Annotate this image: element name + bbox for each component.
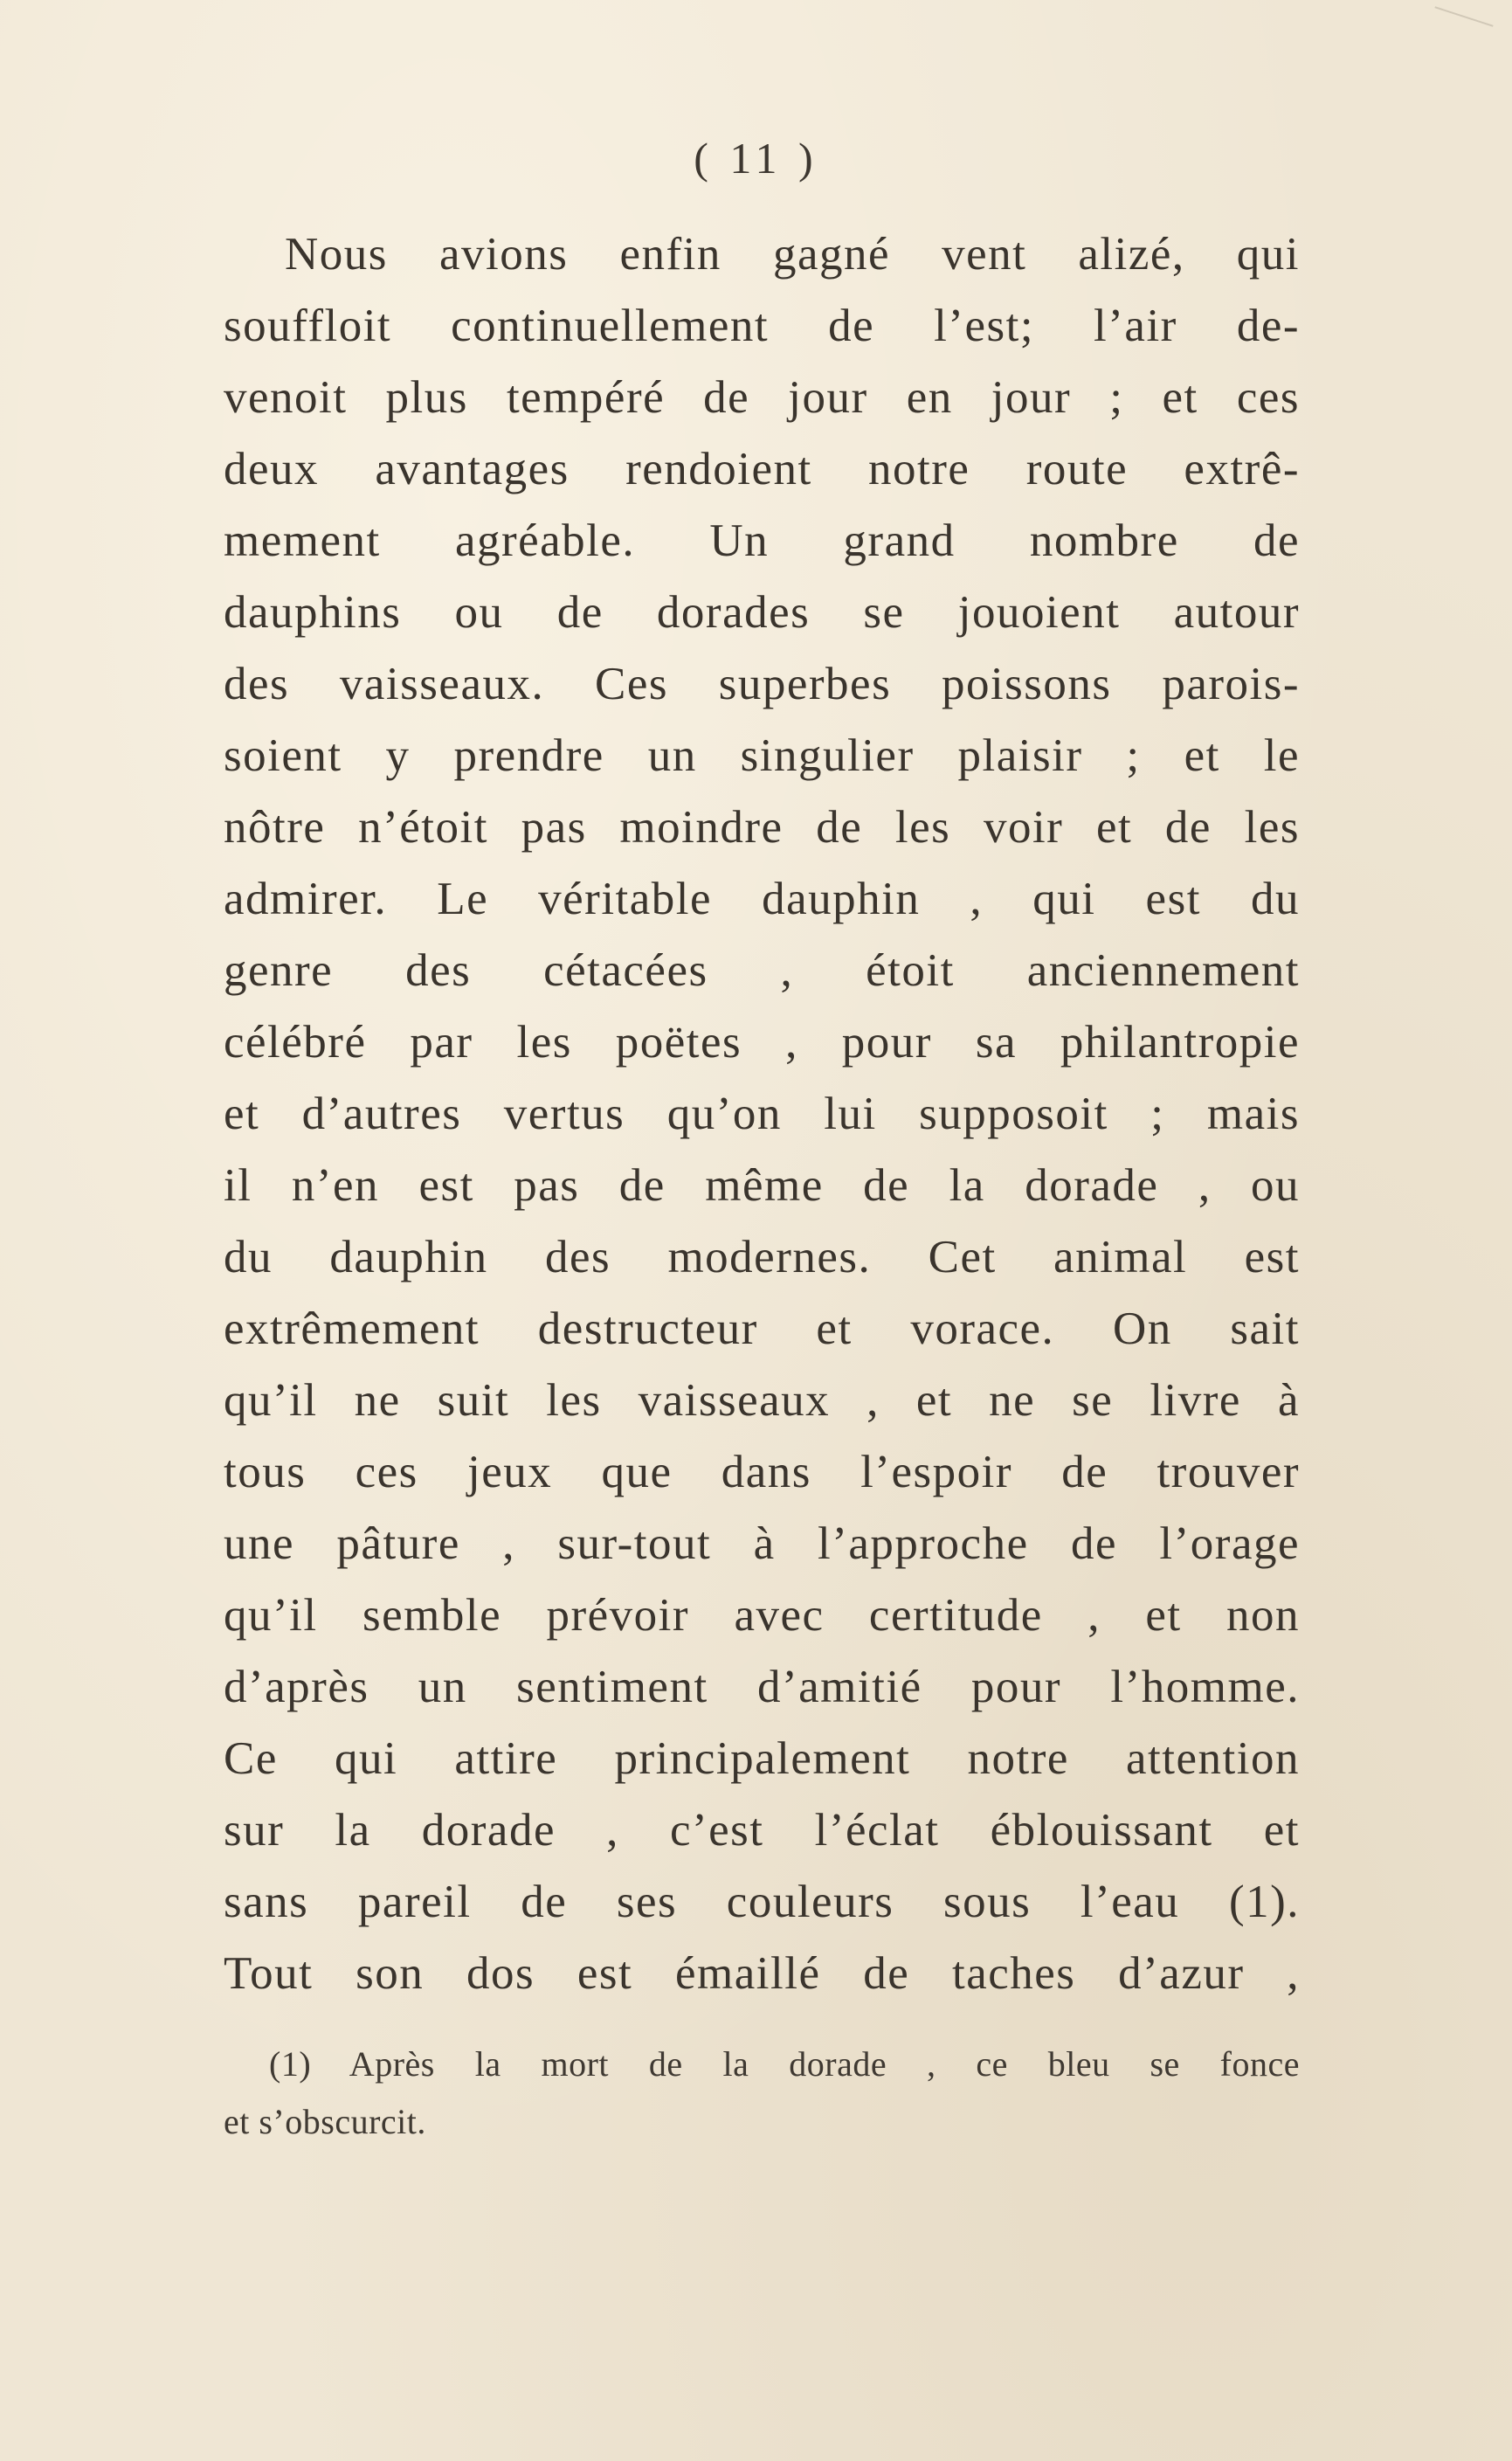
text-line: venoit plus tempéré de jour en jour ; et ces (224, 372, 1300, 423)
text-line: du dauphin des modernes. Cet animal est (224, 1232, 1300, 1282)
footnote-line: (1) Après la mort de la dorade , ce bleu se fonce (269, 2044, 1300, 2084)
text-line: souffloit continuellement de l’est; l’air de- (224, 301, 1300, 351)
text-line: Nous avions enfin gagné vent alizé, qui (285, 229, 1300, 280)
text-line: sur la dorade , c’est l’éclat éblouissant et (224, 1805, 1300, 1856)
text-line: une pâture , sur-tout à l’approche de l’orage (224, 1518, 1300, 1569)
text-line: sans pareil de ses couleurs sous l’eau (1). (224, 1877, 1300, 1927)
text-line: soient y prendre un singulier plaisir ; et le (224, 730, 1300, 781)
page-corner-mark (1434, 6, 1493, 27)
text-line: mement agréable. Un grand nombre de (224, 515, 1300, 566)
body-text (224, 218, 1300, 2009)
text-line: des vaisseaux. Ces superbes poissons parois- (224, 659, 1300, 709)
text-line: deux avantages rendoient notre route extrê- (224, 444, 1300, 494)
text-line: d’après un sentiment d’amitié pour l’homme. (224, 1662, 1300, 1712)
text-line: Ce qui attire principalement notre attention (224, 1733, 1300, 1784)
text-line: célébré par les poëtes , pour sa philantropie (224, 1017, 1300, 1068)
text-line: il n’en est pas de même de la dorade , ou (224, 1160, 1300, 1211)
text-line: admirer. Le véritable dauphin , qui est du (224, 874, 1300, 924)
text-line: nôtre n’étoit pas moindre de les voir et de les (224, 802, 1300, 853)
footnote-line: et s’obscurcit. (224, 2102, 426, 2141)
text-line: tous ces jeux que dans l’espoir de trouver (224, 1447, 1300, 1497)
footnote (224, 2036, 1300, 2151)
text-line: genre des cétacées , étoit anciennement (224, 945, 1300, 996)
text-line: et d’autres vertus qu’on lui supposoit ; mais (224, 1089, 1300, 1139)
page-number: ( 11 ) (694, 134, 818, 183)
text-line: extrêmement destructeur et vorace. On sait (224, 1303, 1300, 1354)
text-line: dauphins ou de dorades se jouoient autour (224, 587, 1300, 638)
text-line: Tout son dos est émaillé de taches d’azur , (224, 1948, 1300, 1999)
text-line: qu’il semble prévoir avec certitude , et non (224, 1590, 1300, 1641)
text-line: qu’il ne suit les vaisseaux , et ne se livre à (224, 1375, 1300, 1426)
